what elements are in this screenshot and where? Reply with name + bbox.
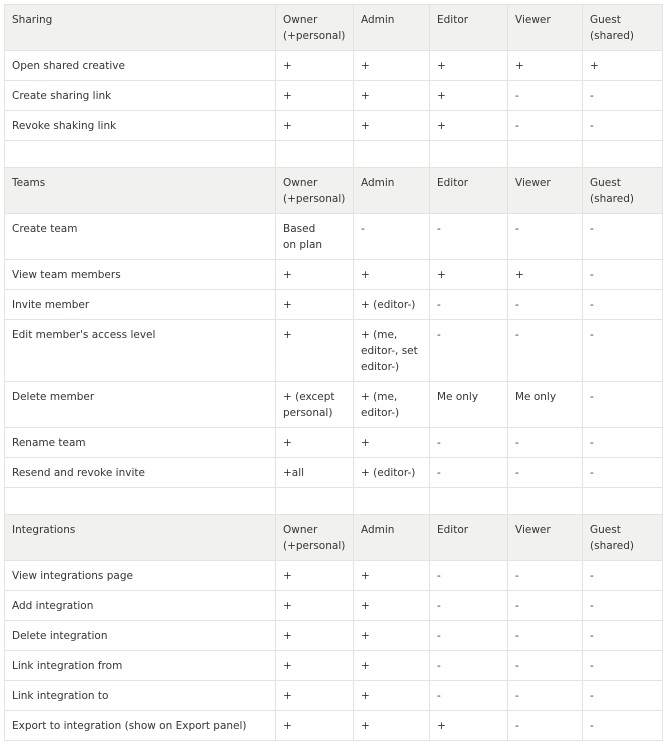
permission-cell-guest: - [583,711,663,741]
permission-cell-owner: + [276,81,354,111]
permission-cell-admin: + (editor-) [354,290,430,320]
permission-cell-owner: + [276,621,354,651]
permission-cell-guest: - [583,214,663,260]
permission-cell-owner: + [276,290,354,320]
permission-label: Delete member [5,382,276,428]
section-header-row [5,515,663,561]
permission-cell-viewer: - [508,290,583,320]
column-header-guest: Guest (shared) [583,168,663,214]
permission-cell-admin: + [354,651,430,681]
permission-cell-owner: + [276,681,354,711]
permission-label: Create team [5,214,276,260]
empty-cell [276,141,354,168]
permission-label: Delete integration [5,621,276,651]
permission-cell-viewer: + [508,260,583,290]
permission-cell-owner: + (except personal) [276,382,354,428]
permission-cell-guest: - [583,651,663,681]
empty-cell [583,141,663,168]
column-header-guest: Guest (shared) [583,515,663,561]
permission-cell-owner: + [276,591,354,621]
permission-cell-editor: - [430,651,508,681]
permission-cell-guest: - [583,621,663,651]
empty-cell [5,141,276,168]
permission-cell-editor: - [430,458,508,488]
permission-cell-guest: - [583,561,663,591]
empty-cell [354,141,430,168]
permission-label: Edit member's access level [5,320,276,382]
column-header-guest: Guest (shared) [583,5,663,51]
permission-cell-admin: + [354,681,430,711]
table-row [5,81,663,111]
permission-label: View team members [5,260,276,290]
permission-label: Open shared creative [5,51,276,81]
permission-cell-viewer: - [508,111,583,141]
permission-cell-guest: - [583,111,663,141]
table-row [5,651,663,681]
table-row [5,260,663,290]
permission-label: Add integration [5,591,276,621]
permission-cell-admin: + [354,428,430,458]
column-header-viewer: Viewer [508,515,583,561]
permission-label: Revoke shaking link [5,111,276,141]
permission-cell-viewer: - [508,711,583,741]
permission-cell-viewer: - [508,458,583,488]
permission-cell-owner: Based on plan [276,214,354,260]
permission-cell-viewer: - [508,621,583,651]
permissions-table-body [5,5,663,741]
permission-cell-guest: - [583,290,663,320]
table-row [5,290,663,320]
permission-cell-viewer: - [508,428,583,458]
permission-cell-viewer: - [508,561,583,591]
permission-cell-editor: + [430,51,508,81]
permission-cell-viewer: - [508,591,583,621]
permission-cell-owner: +all [276,458,354,488]
table-row [5,214,663,260]
permission-cell-admin: + [354,260,430,290]
empty-cell [583,488,663,515]
permission-cell-editor: - [430,681,508,711]
section-title: Integrations [5,515,276,561]
permission-cell-viewer: - [508,214,583,260]
table-row [5,711,663,741]
permission-cell-editor: - [430,290,508,320]
empty-cell [508,488,583,515]
permission-cell-guest: - [583,81,663,111]
permission-cell-guest: - [583,591,663,621]
permission-cell-owner: + [276,711,354,741]
empty-cell [276,488,354,515]
permission-cell-editor: - [430,428,508,458]
permission-cell-guest: - [583,320,663,382]
permission-cell-admin: + (editor-) [354,458,430,488]
empty-cell [430,488,508,515]
permission-label: Resend and revoke invite [5,458,276,488]
table-row [5,458,663,488]
permission-label: Invite member [5,290,276,320]
table-row [5,428,663,458]
permission-cell-editor: + [430,81,508,111]
table-row [5,111,663,141]
column-header-owner: Owner (+personal) [276,515,354,561]
permission-cell-owner: + [276,51,354,81]
column-header-owner: Owner (+personal) [276,5,354,51]
permission-cell-viewer: - [508,681,583,711]
permission-cell-viewer: - [508,81,583,111]
empty-cell [5,488,276,515]
table-row [5,591,663,621]
permission-cell-owner: + [276,260,354,290]
empty-cell [508,141,583,168]
permission-label: View integrations page [5,561,276,591]
table-row [5,382,663,428]
permission-cell-owner: + [276,428,354,458]
column-header-owner: Owner (+personal) [276,168,354,214]
permission-cell-viewer: + [508,51,583,81]
permission-cell-editor: - [430,591,508,621]
permission-label: Export to integration (show on Export panel) [5,711,276,741]
permission-cell-owner: + [276,111,354,141]
permission-cell-guest: - [583,458,663,488]
table-row [5,561,663,591]
column-header-viewer: Viewer [508,168,583,214]
permission-cell-viewer: Me only [508,382,583,428]
permission-label: Create sharing link [5,81,276,111]
permission-cell-admin: + [354,561,430,591]
permission-label: Rename team [5,428,276,458]
table-row [5,51,663,81]
section-spacer-row [5,488,663,515]
column-header-editor: Editor [430,515,508,561]
permission-cell-admin: + [354,81,430,111]
column-header-editor: Editor [430,5,508,51]
permission-cell-editor: - [430,621,508,651]
permission-cell-admin: + [354,111,430,141]
section-title: Sharing [5,5,276,51]
permission-cell-admin: - [354,214,430,260]
column-header-admin: Admin [354,168,430,214]
permission-cell-viewer: - [508,651,583,681]
permission-cell-guest: + [583,51,663,81]
section-header-row [5,168,663,214]
permission-cell-editor: + [430,711,508,741]
permission-cell-admin: + [354,711,430,741]
permission-cell-guest: - [583,681,663,711]
permission-cell-guest: - [583,428,663,458]
permission-cell-guest: - [583,382,663,428]
permissions-table [4,4,663,741]
permission-label: Link integration from [5,651,276,681]
permission-label: Link integration to [5,681,276,711]
column-header-editor: Editor [430,168,508,214]
permission-cell-editor: + [430,111,508,141]
table-row [5,681,663,711]
empty-cell [354,488,430,515]
permission-cell-admin: + [354,591,430,621]
permission-cell-editor: - [430,214,508,260]
permission-cell-guest: - [583,260,663,290]
permission-cell-owner: + [276,561,354,591]
permission-cell-viewer: - [508,320,583,382]
column-header-viewer: Viewer [508,5,583,51]
permission-cell-editor: - [430,320,508,382]
permission-cell-admin: + [354,621,430,651]
permission-cell-admin: + [354,51,430,81]
column-header-admin: Admin [354,515,430,561]
permission-cell-admin: + (me, editor-) [354,382,430,428]
permission-cell-owner: + [276,651,354,681]
permission-cell-owner: + [276,320,354,382]
permission-cell-editor: - [430,561,508,591]
section-title: Teams [5,168,276,214]
table-row [5,621,663,651]
section-header-row [5,5,663,51]
column-header-admin: Admin [354,5,430,51]
section-spacer-row [5,141,663,168]
permission-cell-editor: + [430,260,508,290]
permission-cell-editor: Me only [430,382,508,428]
table-row [5,320,663,382]
empty-cell [430,141,508,168]
permission-cell-admin: + (me, editor-, set editor-) [354,320,430,382]
